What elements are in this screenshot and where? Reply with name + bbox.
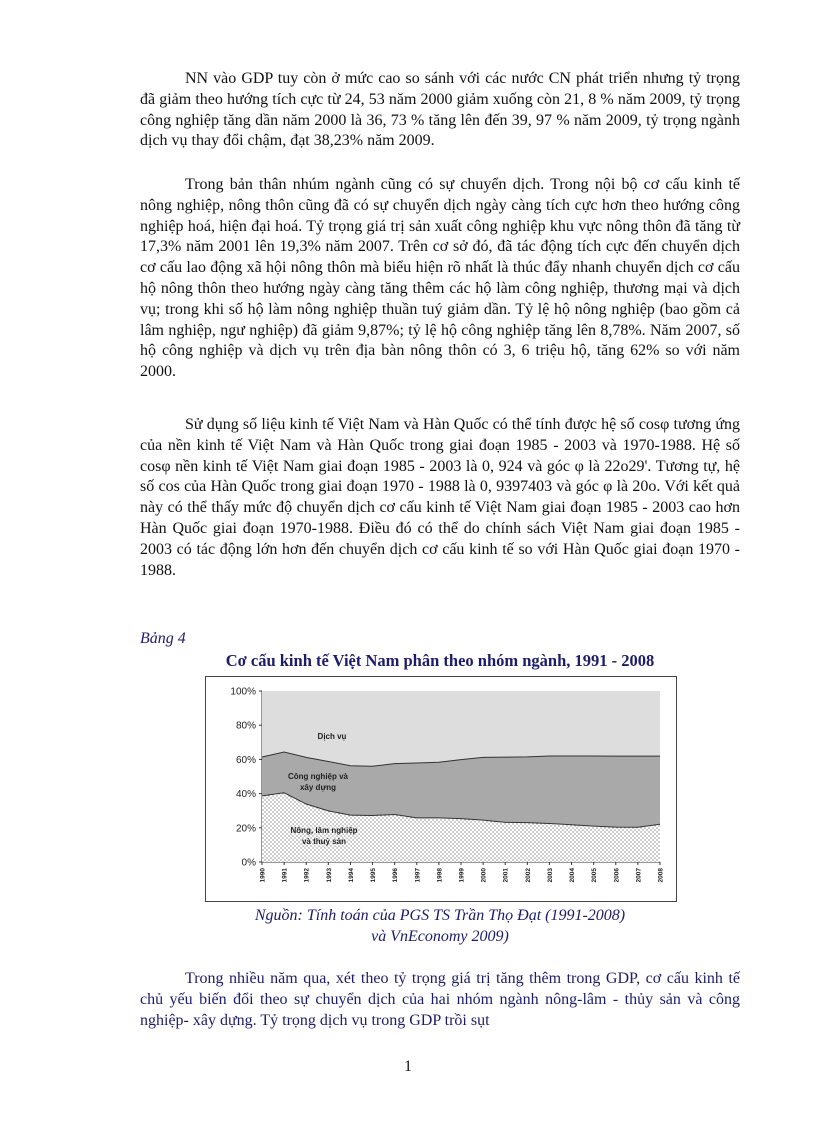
paragraph-sector-shift: [140, 175, 740, 383]
x-tick-label: 1992: [303, 868, 311, 883]
source-line-1: Nguồn: Tính toán của PGS TS Trần Thọ Đạt (1991-2008): [254, 907, 626, 924]
y-tick-label: 20%: [235, 823, 256, 835]
y-tick-label: 40%: [235, 789, 256, 801]
paragraph-text: NN vào GDP tuy còn ở mức cao so sánh với các nước CN phát triển nhưng tỷ trọng đã giảm theo hướng tích cực từ 24, 53 năm 2000 giảm xuống còn 21, 8 % năm 2009, tỷ trọng công nghiệp tăng dần năm 2000 là 36, 73 % tăng lên đến 39, 97 % năm 2009, tỷ trọng ngành dịch vụ thay đổi chậm, đạt 38,23% năm 2009.: [140, 70, 740, 150]
x-tick-label: 1995: [370, 868, 378, 883]
x-tick-label: 1990: [259, 868, 267, 883]
source-line-2: và VnEconomy 2009): [371, 928, 509, 945]
table-label: Bảng 4: [140, 630, 186, 647]
paragraph-text: Trong nhiều năm qua, xét theo tỷ trọng giá trị tăng thêm trong GDP, cơ cấu kinh tế chủ yếu biến đổi theo sự chuyển dịch của hai nhóm ngành nông-lâm - thủy sản và công nghiệp- xây dựng. Tỷ trọng dịch vụ trong GDP trồi sụt: [140, 970, 740, 1029]
x-tick-label: 2001: [502, 868, 510, 883]
paragraph-text: Trong bản thân nhúm ngành cũng có sự chuyển dịch. Trong nội bộ cơ cấu kinh tế nông nghiệp, nông thôn cũng đã có sự chuyển dịch ngày càng tích cực hơn theo hướng công nghiệp hoá, hiện đại hoá. Tỷ trọng giá trị sản xuất công nghiệp khu vực nông thôn đã tăng từ 17,3% năm 2001 lên 19,3% năm 2007. Trên cơ sở đó, đã tác động tích cực đến chuyển dịch cơ cấu lao động xã hội nông thôn mà biểu hiện rõ nhất là thúc đẩy nhanh chuyển dịch cơ cấu hộ nông thôn theo hướng ngày càng tăng thêm các hộ làm công nghiệp, thương mại và dịch vụ; trong khi số hộ làm nông nghiệp thuần tuý giảm dần. Tỷ lệ hộ nông nghiệp (bao gồm cả lâm nghiệp, ngư nghiệp) đã giảm 9,87%; tỷ lệ hộ công nghiệp tăng lên 8,78%. Năm 2007, số hộ công nghiệp và dịch vụ trên địa bàn nông thôn có 3, 6 triệu hộ, tăng 62% so với năm 2000.: [140, 176, 740, 381]
x-tick-label: 2003: [546, 868, 554, 883]
area-chart: [206, 677, 676, 901]
area-services: [262, 691, 660, 766]
x-tick-label: 1997: [414, 868, 422, 883]
y-tick-label: 0%: [241, 857, 256, 869]
area-label-line: xây dựng: [299, 783, 337, 792]
y-tick-label: 80%: [235, 720, 256, 732]
paragraph-text: Sử dụng số liệu kinh tế Việt Nam và Hàn Quốc có thể tính được hệ số cosφ tương ứng của nền kinh tế Việt Nam và Hàn Quốc trong giai đoạn 1985 - 2003 và 1970-1988. Hệ số cosφ nền kinh tế Việt Nam giai đoạn 1985 - 2003 là 0, 924 và góc φ là 22o29'. Tương tự, hệ số cos của Hàn Quốc trong giai đoạn 1970 - 1988 là 0, 9397403 và góc φ là 20o. Với kết quả này có thể thấy mức độ chuyển dịch cơ cấu kinh tế Việt Nam giai đoạn 1985 - 2003 cao hơn Hàn Quốc giai đoạn 1970-1988. Điều đó có thể do chính sách Việt Nam giai đoạn 1985 - 2003 có tác động lớn hơn đến chuyển dịch cơ cấu kinh tế so với Hàn Quốc giai đoạn 1970 - 1988.: [140, 416, 740, 579]
x-tick-label: 2007: [635, 868, 643, 883]
x-tick-label: 2005: [591, 868, 599, 883]
paragraph-structure-change: [140, 969, 740, 1031]
x-tick-label: 1991: [281, 868, 289, 883]
area-label-2: [318, 732, 347, 741]
chart-frame: [205, 676, 677, 902]
x-tick-label: 1999: [458, 868, 466, 883]
y-tick-label: 100%: [230, 686, 256, 698]
paragraph-cos-phi: [140, 415, 740, 581]
paragraph-gdp-shares: [140, 69, 740, 152]
area-label-line: Nông, lâm nghiệp: [290, 826, 358, 835]
x-tick-label: 1994: [347, 868, 355, 883]
x-tick-label: 2002: [524, 868, 532, 883]
x-tick-label: 2006: [613, 868, 621, 883]
x-tick-label: 2000: [480, 868, 488, 883]
x-tick-label: 1998: [436, 868, 444, 883]
area-label-line: Công nghiệp và: [288, 772, 348, 781]
page-number: 1: [404, 1058, 412, 1075]
x-tick-label: 2008: [657, 868, 665, 883]
x-tick-label: 1996: [392, 868, 400, 883]
area-label-line: Dịch vụ: [317, 732, 347, 741]
x-tick-label: 2004: [569, 868, 577, 883]
chart-title: Cơ cấu kinh tế Việt Nam phân theo nhóm ngành, 1991 - 2008: [225, 651, 655, 670]
x-tick-label: 1993: [325, 868, 333, 883]
area-label-line: và thuỷ sản: [301, 837, 347, 846]
y-tick-label: 60%: [235, 754, 256, 766]
